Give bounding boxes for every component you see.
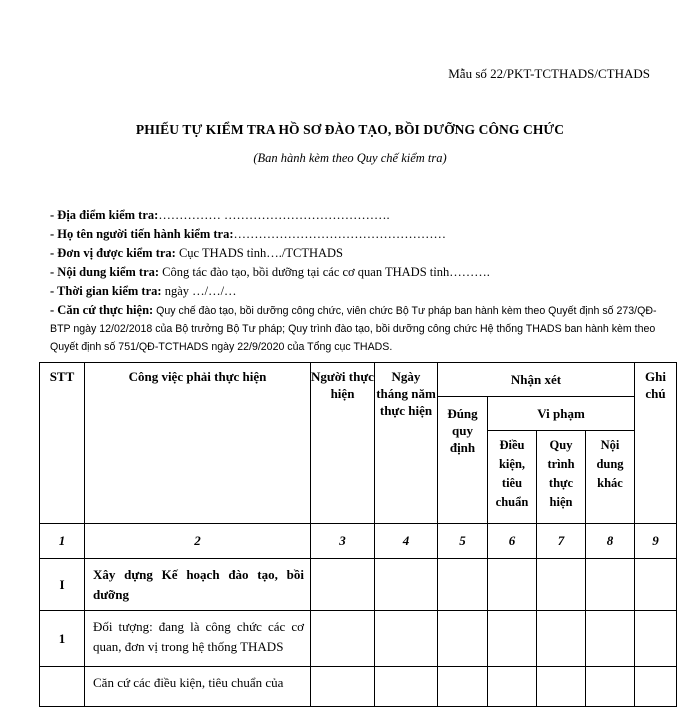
empty-cell	[635, 559, 677, 611]
info-time-value: ngày …/…/…	[161, 284, 237, 298]
empty-cell	[438, 667, 488, 707]
column-number: 1	[40, 524, 85, 559]
column-number: 8	[586, 524, 635, 559]
header-correct: Đúng quy định	[438, 397, 488, 524]
form-number: Mẫu số 22/PKT-TCTHADS/CTHADS	[448, 66, 650, 81]
table-row	[40, 611, 677, 667]
empty-cell	[375, 667, 438, 707]
empty-cell	[635, 611, 677, 667]
info-inspector	[50, 225, 660, 244]
info-inspector-label: - Họ tên người tiến hành kiểm tra:	[50, 227, 234, 241]
info-content	[50, 263, 660, 282]
info-time-label: - Thời gian kiểm tra:	[50, 284, 162, 298]
empty-cell	[537, 611, 586, 667]
column-number: 2	[85, 524, 311, 559]
row-number: 1	[40, 611, 85, 667]
empty-cell	[375, 559, 438, 611]
empty-cell	[635, 667, 677, 707]
info-location-value: …………… ………………………………….	[158, 208, 390, 222]
empty-cell	[311, 667, 375, 707]
header-date: Ngày tháng năm thực hiện	[375, 363, 438, 524]
empty-cell	[537, 559, 586, 611]
header-notes: Ghi chú	[635, 363, 677, 524]
column-number: 3	[311, 524, 375, 559]
inspection-info	[50, 206, 660, 356]
info-unit	[50, 244, 660, 263]
empty-cell	[438, 611, 488, 667]
info-location	[50, 206, 660, 225]
info-content-value: Công tác đào tạo, bồi dưỡng tại các cơ quan THADS tỉnh……….	[159, 265, 490, 279]
empty-cell	[537, 667, 586, 707]
info-basis	[50, 301, 660, 356]
column-number: 5	[438, 524, 488, 559]
empty-cell	[488, 667, 537, 707]
column-number: 9	[635, 524, 677, 559]
empty-cell	[375, 611, 438, 667]
info-unit-value: Cục THADS tỉnh…./TCTHADS	[175, 246, 343, 260]
header-violation: Vi phạm	[488, 397, 635, 431]
info-unit-label: - Đơn vị được kiểm tra:	[50, 246, 176, 260]
header-performer: Người thực hiện	[311, 363, 375, 524]
row-description: Đối tượng: đang là công chức các cơ quan, đơn vị trong hệ thống THADS	[85, 611, 311, 667]
info-time	[50, 282, 660, 301]
empty-cell	[311, 611, 375, 667]
header-conditions: Điều kiện, tiêu chuẩn	[488, 431, 537, 524]
table-row	[40, 667, 677, 707]
row-number	[40, 667, 85, 707]
document-title: PHIẾU TỰ KIỂM TRA HỒ SƠ ĐÀO TẠO, BỒI DƯỠNG CÔNG CHỨC	[135, 122, 565, 137]
column-number: 4	[375, 524, 438, 559]
empty-cell	[586, 611, 635, 667]
info-location-label: - Địa điểm kiểm tra:	[50, 208, 159, 222]
empty-cell	[311, 559, 375, 611]
row-number: I	[40, 559, 85, 611]
header-comments: Nhận xét	[438, 363, 635, 397]
header-process: Quy trình thực hiện	[537, 431, 586, 524]
info-basis-label: - Căn cứ thực hiện:	[50, 303, 154, 317]
empty-cell	[586, 667, 635, 707]
inspection-table	[39, 362, 677, 707]
column-number: 6	[488, 524, 537, 559]
empty-cell	[438, 559, 488, 611]
empty-cell	[488, 559, 537, 611]
row-description: Căn cứ các điều kiện, tiêu chuẩn của	[85, 667, 311, 707]
info-content-label: - Nội dung kiểm tra:	[50, 265, 160, 279]
info-basis-value: Quy chế đào tạo, bồi dưỡng công chức, viên chức Bộ Tư pháp ban hành kèm theo Quyết định số 273/QĐ-BTP ngày 12/02/2018 của Bộ trưởng Bộ Tư pháp; Quy trình đào tạo, bồi dưỡng công chức Hệ thống THADS ban hành kèm theo Quyết định số 751/QĐ-TCTHADS ngày 22/9/2020 của Tổng cục THADS.	[50, 305, 657, 353]
column-number: 7	[537, 524, 586, 559]
info-inspector-value: ……………………………………………	[233, 227, 447, 241]
header-stt: STT	[40, 363, 85, 524]
empty-cell	[586, 559, 635, 611]
header-task: Công việc phải thực hiện	[85, 363, 311, 524]
column-number-row	[40, 524, 677, 559]
table-row	[40, 559, 677, 611]
empty-cell	[488, 611, 537, 667]
header-other: Nội dung khác	[586, 431, 635, 524]
document-subtitle: (Ban hành kèm theo Quy chế kiểm tra)	[253, 151, 447, 165]
row-description: Xây dựng Kế hoạch đào tạo, bồi dưỡng	[85, 559, 311, 611]
